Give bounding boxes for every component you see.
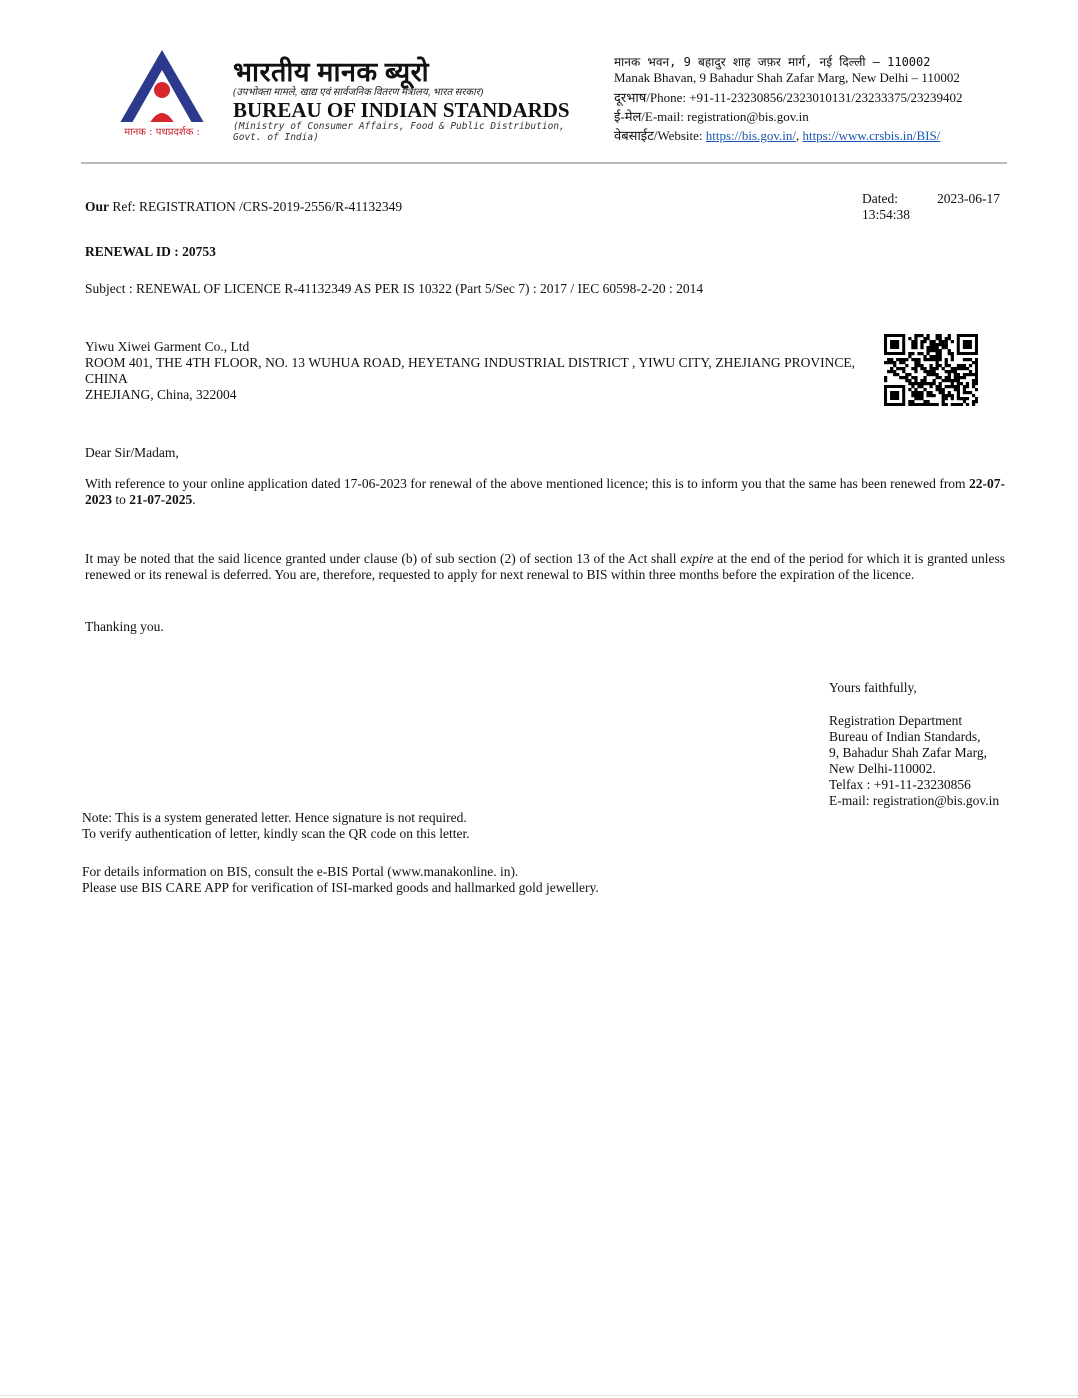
recipient-name: Yiwu Xiwei Garment Co., Ltd — [85, 339, 250, 354]
signature-email: E-mail: registration@bis.gov.in — [829, 793, 1000, 808]
logo-motto: मानक : पथप्रदर्शक : — [124, 127, 200, 138]
closing-line: Yours faithfully, — [829, 680, 917, 695]
renewal-from-date: 22-07-2023 — [85, 476, 1006, 507]
expiry-text-b: at the end of the period for which it is granted unless renewed or its renewal is deferred. You are, therefore, requested to apply for next renewal to BIS within three months before the expiration of the licence. — [85, 551, 1006, 582]
subject-line: Subject : RENEWAL OF LICENCE R-41132349 AS PER IS 10322 (Part 5/Sec 7) : 2017 / IEC 60598-2-20 : 2014 — [85, 281, 704, 296]
renewal-period-end: . — [192, 492, 196, 507]
bis-logo — [108, 48, 216, 144]
renewal-id: RENEWAL ID : 20753 — [85, 244, 216, 259]
website-line — [614, 126, 940, 144]
phone-line — [614, 88, 963, 106]
address-hindi: मानक भवन, 9 बहादुर शाह जफ़र मार्ग, नई दिल्ली – 110002 — [614, 55, 931, 69]
expiry-emphasis: expire — [680, 551, 714, 566]
note-verify-qr: To verify authentication of letter, kindly scan the QR code on this letter. — [82, 826, 470, 841]
dated-time: 13:54:38 — [862, 207, 911, 222]
dated-label: Dated: — [862, 191, 898, 206]
reference-number: Ref: REGISTRATION /CRS-2019-2556/R-41132349 — [112, 199, 403, 214]
page-bottom-edge — [0, 1395, 1078, 1396]
ministry-hindi: (उपभोक्ता मामले, खाद्य एवं सार्वजनिक वितरण मंत्रालय, भारत सरकार) — [233, 87, 484, 98]
email-line — [614, 107, 809, 125]
ministry-english: (Ministry of Consumer Affairs, Food & Public Distribution, Govt. of India) — [233, 121, 565, 143]
expiry-text-a: It may be noted that the said licence granted under clause (b) of sub section (2) of section 13 of the Act shall — [85, 551, 677, 566]
header-divider — [81, 162, 1007, 164]
reference-label: Our — [85, 199, 110, 214]
footer-care-app: Please use BIS CARE APP for verification of ISI-marked goods and hallmarked gold jewellery. — [82, 880, 599, 895]
signature-department: Registration Department — [829, 713, 963, 728]
signature-street: 9, Bahadur Shah Zafar Marg, — [829, 745, 987, 760]
signature-bureau: Bureau of Indian Standards, — [829, 729, 981, 744]
recipient-city: ZHEJIANG, China, 322004 — [85, 387, 237, 402]
expiry-paragraph — [85, 551, 1005, 583]
org-name-hindi: भारतीय मानक ब्यूरो — [233, 57, 430, 87]
footer-portal-info: For details information on BIS, consult the e-BIS Portal (www.manakonline. in). — [82, 864, 519, 879]
recipient-address: ROOM 401, THE 4TH FLOOR, NO. 13 WUHUA ROAD, HEYETANG INDUSTRIAL DISTRICT , YIWU CITY, ZHEJIANG PROVINCE, CHINA — [85, 355, 855, 386]
dated-date: 2023-06-17 — [937, 191, 1000, 206]
email-label: ई-मेल/E-mail: — [614, 109, 684, 124]
address-english: Manak Bhavan, 9 Bahadur Shah Zafar Marg, New Delhi – 110002 — [614, 70, 960, 85]
phone-number: +91-11-23230856/2323010131/23233375/23239402 — [689, 90, 963, 105]
signature-city: New Delhi-110002. — [829, 761, 936, 776]
note-system-generated: Note: This is a system generated letter. Hence signature is not required. — [82, 810, 467, 825]
org-name-english: BUREAU OF INDIAN STANDARDS — [233, 98, 570, 122]
verification-qr-code[interactable] — [884, 334, 978, 406]
salutation: Dear Sir/Madam, — [85, 445, 179, 460]
signature-telfax: Telfax : +91-11-23230856 — [829, 777, 971, 792]
website-label: वेबसाईट/Website: — [614, 128, 703, 143]
renewal-text: With reference to your online application dated 17-06-2023 for renewal of the above mentioned licence; this is to inform you that the same has been renewed from — [85, 476, 966, 491]
renewal-to-date: 21-07-2025 — [129, 492, 193, 507]
reference-line — [85, 199, 402, 215]
website-link-bis[interactable]: https://bis.gov.in/ — [705, 128, 796, 143]
thanks-line: Thanking you. — [85, 619, 164, 634]
website-separator: , — [795, 128, 800, 143]
email-address: registration@bis.gov.in — [687, 109, 809, 124]
renewal-paragraph — [85, 476, 1005, 508]
phone-label: दूरभाष/Phone: — [614, 90, 686, 105]
website-link-crsbis[interactable]: https://www.crsbis.in/BIS/ — [802, 128, 941, 143]
renewal-to-word: to — [115, 492, 126, 507]
